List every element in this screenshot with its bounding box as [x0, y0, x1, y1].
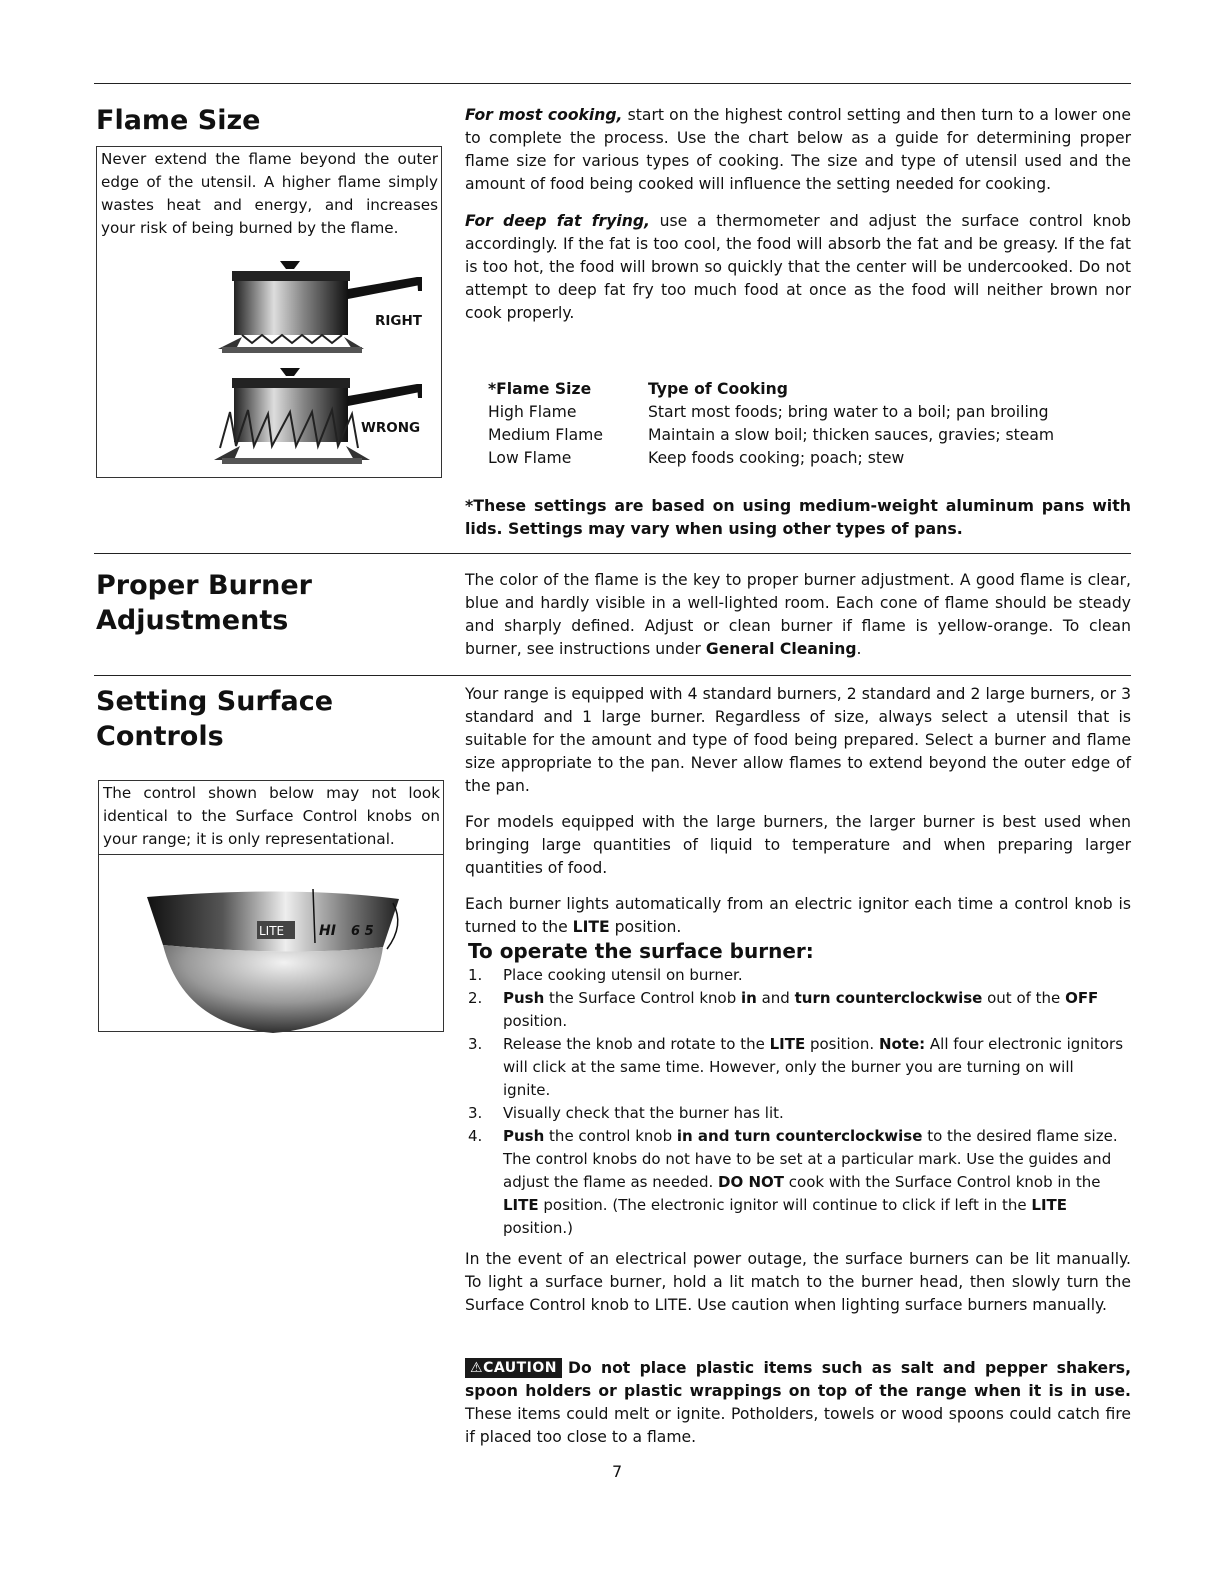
caution-text: ⚠CAUTION Do not place plastic items such as salt and pepper shakers, spoon holders or plastic wrappings on top of the range when it is in use. These items could melt or ignite. Potholders, towels or wood spoons could catch fire if placed too close to a flame. — [465, 1359, 1131, 1446]
table-row: High Flame Start most foods; bring water to a boil; pan broiling — [488, 403, 1049, 421]
most-cooking-paragraph: For most cooking, start on the highest control setting and then turn to a lower one to complete the process. Use the chart below as a guide for determining proper flame size for various types of cooking. The size and type of utensil used and the amount of food being cooked will influence the setting needed for cooking. — [465, 106, 1132, 193]
table-row: Medium Flame Maintain a slow boil; thicken sauces, gravies; steam — [488, 426, 1055, 444]
step-item — [468, 964, 1124, 987]
step-text: Push the Surface Control knob in and turn counterclockwise out of the OFF position. — [503, 989, 1099, 1030]
svg-text:WRONG: WRONG — [361, 420, 421, 436]
table-header: *Flame Size Type of Cooking — [488, 380, 788, 398]
burner-adjust-text: The color of the flame is the key to proper burner adjustment. A good flame is clear, blue and hardly visible in a well-lighted room. Each cone of flame should be steady and sharply defined. Adjust or clean burner if flame is yellow-orange. To clean burner, see instructions under General Cleaning. — [465, 571, 1131, 658]
svg-text:RIGHT: RIGHT — [375, 313, 423, 329]
step-number: 2. — [468, 989, 483, 1007]
step-number: 3. — [468, 1035, 483, 1053]
flame-size-note-text: Never extend the flame beyond the outer edge of the utensil. A higher flame simply wastes heat and energy, and increases your risk of being burned by the flame. — [101, 150, 438, 237]
section-rule-burner — [94, 553, 1131, 554]
power-outage-text: In the event of an electrical power outage, the surface burners can be lit manually. To light a surface burner, hold a lit match to the burner head, then slowly turn the Surface Control knob to LITE. Use caution when lighting surface burners manually. — [465, 1250, 1131, 1314]
operate-burner-steps — [468, 964, 1124, 1240]
caution-badge: ⚠CAUTION — [465, 1358, 562, 1378]
control-note-box — [98, 780, 444, 1032]
flame-size-heading: Flame Size — [96, 105, 261, 136]
step-text: Visually check that the burner has lit. — [503, 1104, 784, 1122]
step-text: Release the knob and rotate to the LITE position. Note: All four electronic ignitors will click at the same time. However, only the burner you are turning on will ignite. — [503, 1035, 1124, 1099]
surface-controls-heading: Setting Surface Controls — [96, 686, 334, 752]
control-note-text: The control shown below may not look identical to the Surface Control knobs on your range; it is only representational. — [103, 784, 440, 848]
surface-controls-text — [465, 683, 1131, 939]
svg-text:LITE: LITE — [259, 924, 285, 938]
operate-burner-subheading: To operate the surface burner: — [468, 939, 814, 963]
step-item — [468, 987, 1124, 1033]
step-text: Place cooking utensil on burner. — [503, 966, 743, 984]
equipment-paragraph: Your range is equipped with 4 standard burners, 2 standard and 2 large burners, or 3 standard and 1 large burner. Regardless of size, always select a utensil that is suitable for the amount and type of food being prepared. Select a burner and flame size appropriate to the pan. Never allow flames to extend beyond the outer edge of the pan. — [465, 685, 1131, 795]
control-knob-illustration — [143, 885, 443, 1045]
flame-size-table — [488, 378, 1054, 470]
svg-text:6 5: 6 5 — [351, 924, 374, 939]
ignitor-paragraph: Each burner lights automatically from an electric ignitor each time a control knob is turned to the LITE position. — [465, 895, 1131, 936]
flame-size-note-box — [96, 146, 442, 478]
step-item — [468, 1102, 1124, 1125]
step-number: 1. — [468, 966, 483, 984]
deep-fat-paragraph: For deep fat frying, use a thermometer and adjust the surface control knob accordingly. If the fat is too cool, the food will absorb the fat and be greasy. If the fat is too hot, the food will brown so quickly that the center will be undercooked. Do not attempt to deep fat fry too much food at once as the food will neither brown nor cook properly. — [465, 212, 1131, 322]
section-rule-controls — [94, 675, 1131, 676]
svg-text:HI: HI — [319, 923, 336, 939]
step-item — [468, 1033, 1124, 1102]
burner-adjust-heading: Proper Burner Adjustments — [96, 570, 312, 636]
large-burner-paragraph: For models equipped with the large burners, the larger burner is best used when bringing large quantities of liquid to temperature and when preparing larger quantities of food. — [465, 813, 1131, 877]
step-text: Push the control knob in and turn counterclockwise to the desired flame size. The control knobs do not have to be set at a particular mark. Use the guides and adjust the flame as needed. DO NOT cook with the Surface Control knob in the LITE position. (The electronic ignitor will continue to click if left in the LITE position.) — [503, 1127, 1118, 1237]
step-number: 3. — [468, 1104, 483, 1122]
settings-note: *These settings are based on using medium-weight aluminum pans with lids. Settings may vary when using other types of pans. — [465, 496, 1131, 538]
top-rule — [94, 83, 1131, 84]
flame-size-text — [465, 104, 1131, 325]
control-note-divider — [99, 854, 443, 855]
step-item — [468, 1125, 1124, 1240]
table-row: Low Flame Keep foods cooking; poach; stew — [488, 449, 905, 467]
wrong-label — [359, 415, 439, 437]
step-number: 4. — [468, 1127, 483, 1145]
page-number: 7 — [612, 1462, 623, 1481]
right-label — [373, 308, 443, 330]
